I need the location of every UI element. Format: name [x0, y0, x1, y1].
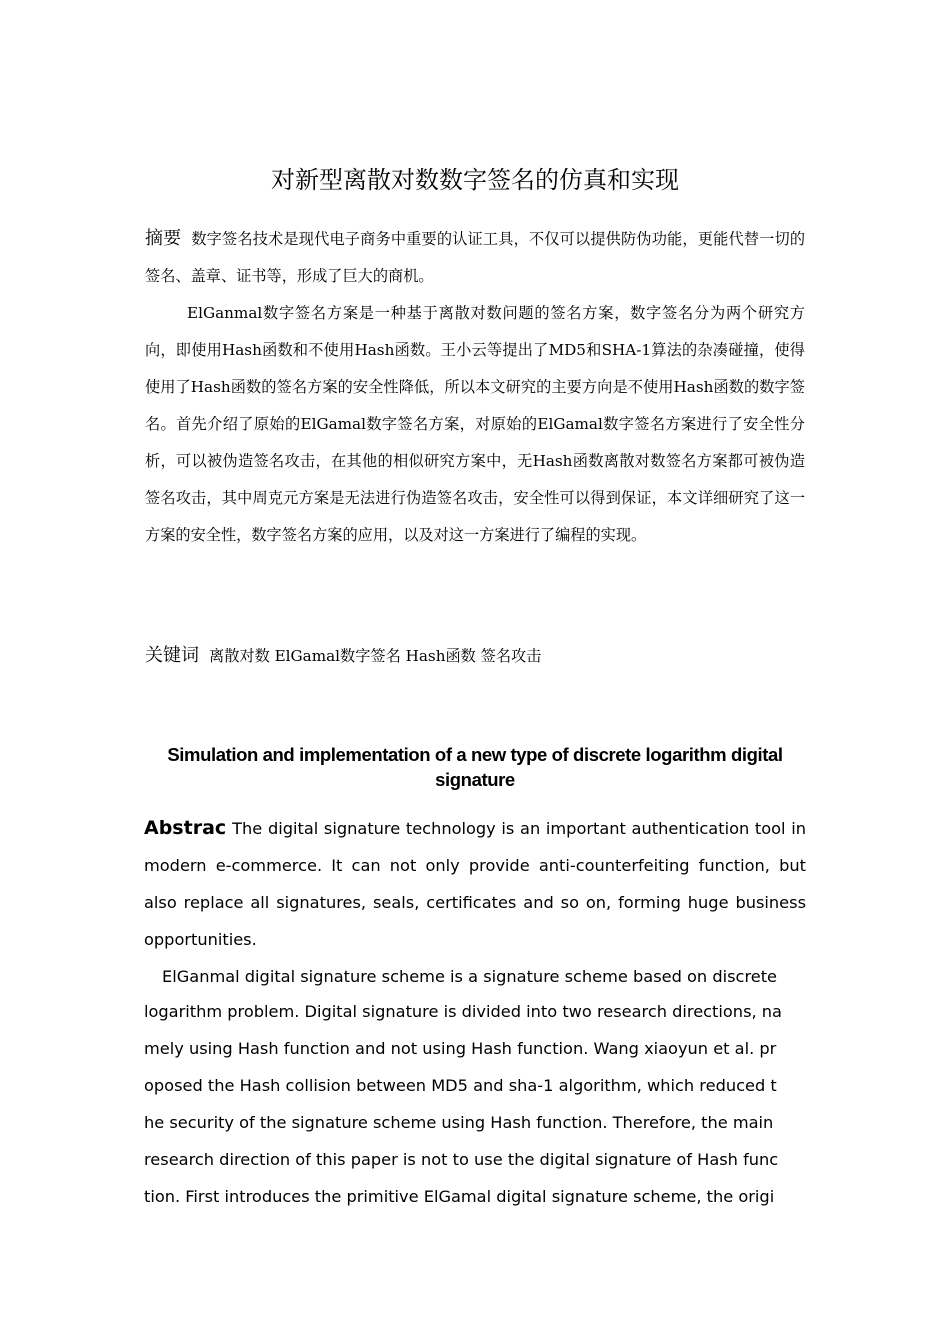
- chinese-title: 对新型离散对数数字签名的仿真和实现: [271, 166, 679, 194]
- chinese-keywords-text: 离散对数 ElGamal数字签名 Hash函数 签名攻击: [209, 647, 542, 665]
- english-title: Simulation and implementation of a new type of discrete logarithm digital signature: [167, 744, 783, 790]
- chinese-keywords-label: 关键词: [145, 645, 199, 666]
- chinese-abstract-paragraph-1: [145, 220, 805, 295]
- english-abstract-line: ElGanmal digital signature scheme is a signature scheme based on discrete: [162, 967, 778, 986]
- english-abstract-line: he security of the signature scheme using Hash function. Therefore, the main: [144, 1113, 774, 1132]
- english-abstract-text-1: The digital signature technology is an important authentication tool in modern e-commerce. It can not only provide anti-counterfeiting function, but also replace all signatures, seals, certificates and so on, forming huge business opportunities.: [144, 819, 806, 949]
- chinese-abstract-label: 摘要: [145, 228, 182, 249]
- english-abstract-paragraph-2: [144, 958, 806, 1215]
- english-abstract: [144, 810, 806, 1215]
- english-abstract-label: Abstrac: [144, 817, 227, 839]
- english-abstract-line: research direction of this paper is not to use the digital signature of Hash func: [144, 1150, 779, 1169]
- chinese-keywords: [145, 637, 805, 675]
- english-abstract-line: oposed the Hash collision between MD5 and sha-1 algorithm, which reduced t: [144, 1076, 777, 1095]
- english-abstract-line: logarithm problem. Digital signature is divided into two research directions, na: [144, 1002, 782, 1021]
- english-abstract-paragraph-1: [144, 810, 806, 958]
- english-abstract-line: tion. First introduces the primitive ElGamal digital signature scheme, the origi: [144, 1187, 775, 1206]
- chinese-abstract-paragraph-2: ElGanmal数字签名方案是一种基于离散对数问题的签名方案，数字签名分为两个研究方向，即使用Hash函数和不使用Hash函数。王小云等提出了MD5和SHA-1算法的杂凑碰撞，使得使用了Hash函数的签名方案的安全性降低，所以本文研究的主要方向是不使用Hash函数的数字签名。首先介绍了原始的ElGamal数字签名方案，对原始的ElGamal数字签名方案进行了安全性分析，可以被伪造签名攻击，在其他的相似研究方案中，无Hash函数离散对数签名方案都可被伪造签名攻击，其中周克元方案是无法进行伪造签名攻击，安全性可以得到保证，本文详细研究了这一方案的安全性，数字签名方案的应用，以及对这一方案进行了编程的实现。: [145, 304, 805, 544]
- english-abstract-line: mely using Hash function and not using Hash function. Wang xiaoyun et al. pr: [144, 1039, 777, 1058]
- chinese-abstract-text-1: 数字签名技术是现代电子商务中重要的认证工具，不仅可以提供防伪功能，更能代替一切的签名、盖章、证书等，形成了巨大的商机。: [145, 230, 806, 285]
- chinese-abstract: [145, 220, 805, 554]
